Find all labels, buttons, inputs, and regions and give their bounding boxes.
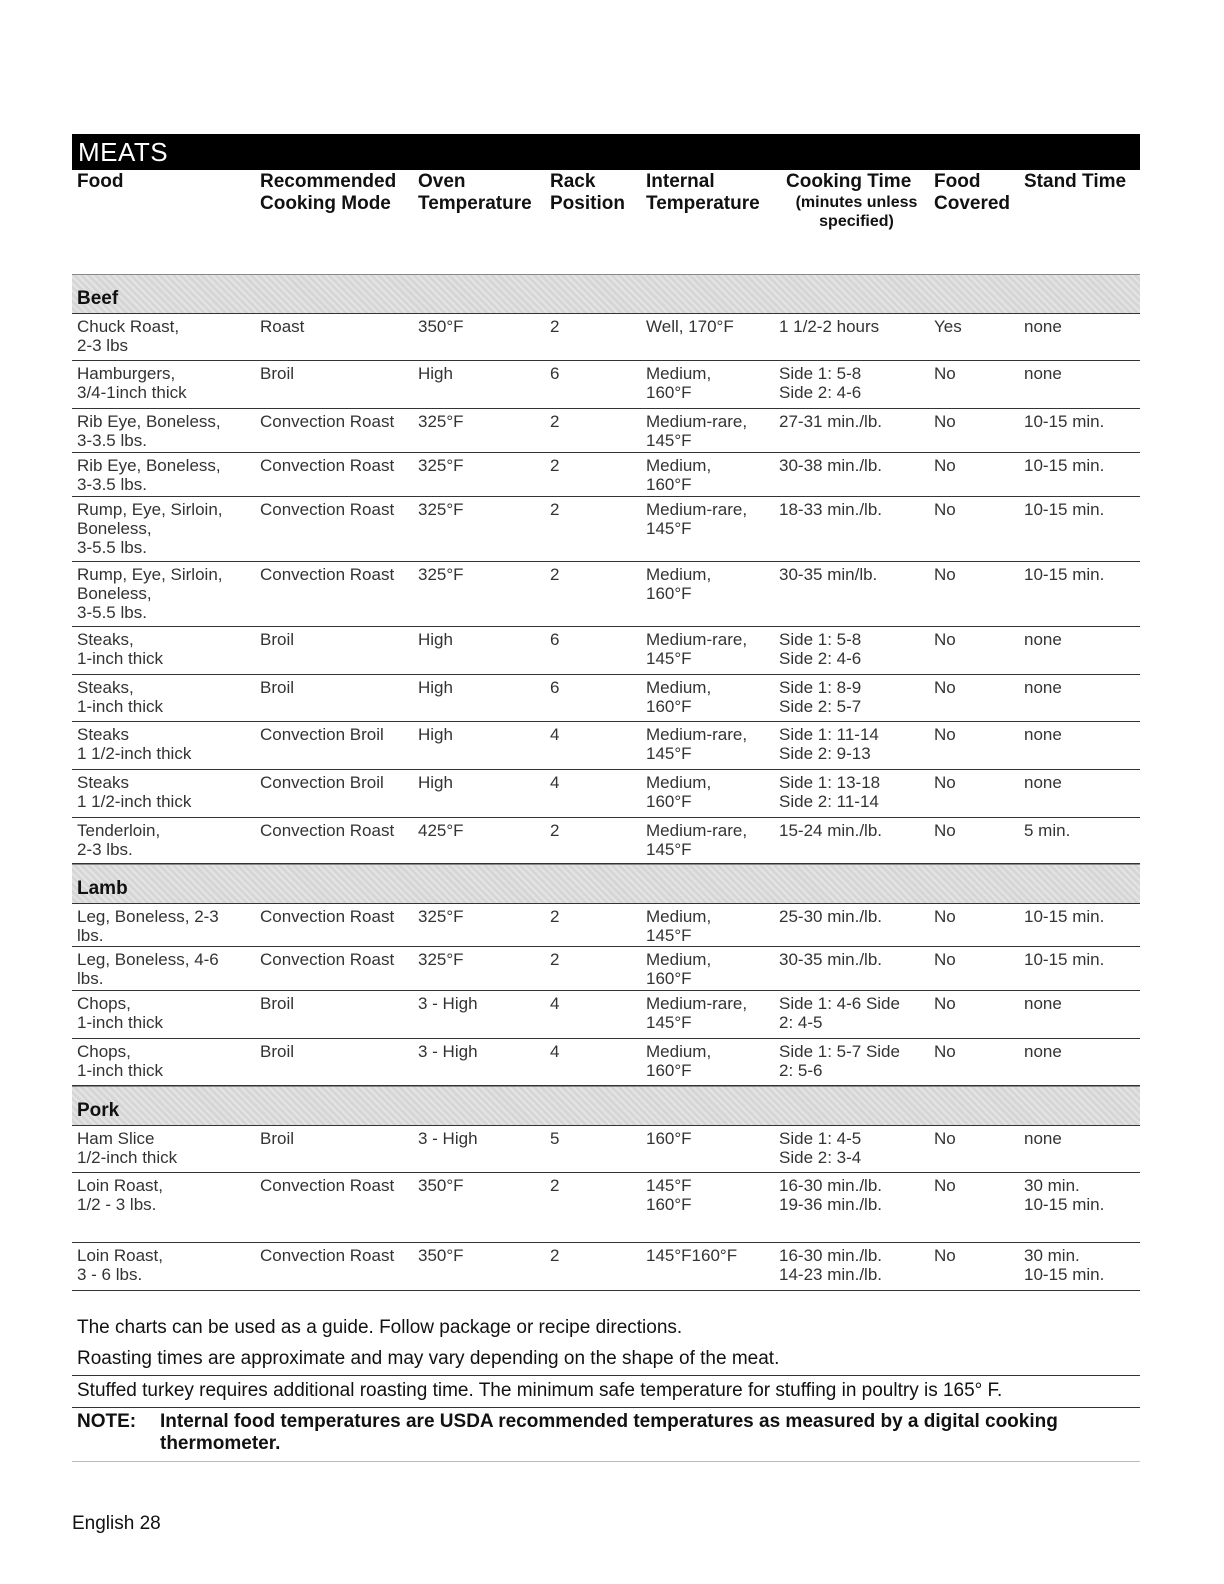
cell-cooking-time: 1 1/2-2 hours (779, 317, 880, 336)
cell-oven-temperature: 350°F (418, 317, 464, 336)
header-rack-position: Rack Position (550, 171, 625, 214)
header-cooking-time-note: (minutes unless specified) (795, 194, 918, 230)
cell-stand-time: none (1024, 630, 1062, 649)
table-row (72, 1039, 1140, 1086)
cell-oven-temperature: High (418, 678, 453, 697)
cell-stand-time: none (1024, 1129, 1062, 1148)
cell-food-covered: No (934, 950, 956, 969)
cell-rack-position: 2 (550, 565, 560, 584)
cell-rack-position: 2 (550, 500, 560, 519)
cell-cooking-time: 16-30 min./lb. 19-36 min./lb. (779, 1176, 882, 1214)
cell-cooking-mode: Convection Roast (260, 821, 395, 840)
table-row (72, 675, 1140, 722)
cell-cooking-time: 25-30 min./lb. (779, 907, 882, 926)
cell-stand-time: none (1024, 317, 1062, 336)
table-row (72, 1243, 1140, 1291)
cell-rack-position: 4 (550, 1042, 560, 1061)
cell-stand-time: none (1024, 1042, 1062, 1061)
cell-cooking-time: 30-35 min./lb. (779, 950, 882, 969)
table-row (72, 453, 1140, 497)
cell-food: Rib Eye, Boneless, 3-3.5 lbs. (77, 456, 221, 494)
cell-food: Steaks, 1-inch thick (77, 678, 163, 716)
cell-cooking-time: Side 1: 5-7 Side 2: 5-6 (779, 1042, 900, 1080)
cell-oven-temperature: 325°F (418, 456, 464, 475)
table-row (72, 409, 1140, 453)
cell-cooking-time: 30-35 min/lb. (779, 565, 878, 584)
table-row (72, 770, 1140, 818)
cell-cooking-mode: Broil (260, 678, 295, 697)
cell-cooking-time: 15-24 min./lb. (779, 821, 882, 840)
header-stand-time: Stand Time (1024, 171, 1127, 192)
cell-oven-temperature: 3 - High (418, 1129, 478, 1148)
cell-oven-temperature: 425°F (418, 821, 464, 840)
cell-internal-temperature: Medium, 160°F (646, 773, 712, 811)
cell-oven-temperature: 3 - High (418, 994, 478, 1013)
cell-rack-position: 2 (550, 317, 560, 336)
cell-cooking-mode: Roast (260, 317, 305, 336)
cell-internal-temperature: Well, 170°F (646, 317, 734, 336)
cell-food-covered: No (934, 456, 956, 475)
cell-rack-position: 2 (550, 1176, 560, 1195)
cell-food-covered: No (934, 994, 956, 1013)
cell-cooking-time: Side 1: 5-8 Side 2: 4-6 (779, 630, 862, 668)
cell-cooking-mode: Broil (260, 364, 295, 383)
cell-stand-time: 10-15 min. (1024, 907, 1105, 926)
cell-food: Rib Eye, Boneless, 3-3.5 lbs. (77, 412, 221, 450)
cell-food: Hamburgers, 3/4-1inch thick (77, 364, 187, 402)
note-usda (72, 1408, 1140, 1462)
meats-chart (72, 134, 1140, 1462)
cell-internal-temperature: Medium, 160°F (646, 364, 712, 402)
cell-rack-position: 6 (550, 364, 560, 383)
header-cooking-mode: Recommended Cooking Mode (260, 171, 397, 214)
cell-cooking-time: 30-38 min./lb. (779, 456, 882, 475)
cell-cooking-mode: Convection Roast (260, 907, 395, 926)
cell-cooking-time: Side 1: 8-9 Side 2: 5-7 (779, 678, 862, 716)
cell-oven-temperature: 350°F (418, 1246, 464, 1265)
page-footer: English 28 (72, 1513, 161, 1534)
cell-cooking-time: Side 1: 4-6 Side 2: 4-5 (779, 994, 900, 1032)
header-oven-temperature: Oven Temperature (418, 171, 532, 214)
cell-cooking-mode: Convection Roast (260, 500, 395, 519)
cell-internal-temperature: Medium, 145°F (646, 907, 712, 945)
cell-food: Steaks 1 1/2-inch thick (77, 773, 192, 811)
cell-internal-temperature: 145°F 160°F (646, 1176, 692, 1214)
cell-food-covered: No (934, 500, 956, 519)
cell-oven-temperature: High (418, 630, 453, 649)
cell-internal-temperature: 145°F160°F (646, 1246, 738, 1265)
cell-stand-time: none (1024, 773, 1062, 792)
cell-oven-temperature: 3 - High (418, 1042, 478, 1061)
table-row (72, 722, 1140, 770)
header-cooking-time (779, 170, 934, 274)
cell-internal-temperature: 160°F (646, 1129, 692, 1148)
cell-cooking-mode: Broil (260, 630, 295, 649)
cell-food: Steaks, 1-inch thick (77, 630, 163, 668)
cell-food: Chops, 1-inch thick (77, 1042, 163, 1080)
table-row (72, 947, 1140, 991)
cell-internal-temperature: Medium, 160°F (646, 950, 712, 988)
cell-food: Rump, Eye, Sirloin, Boneless, 3-5.5 lbs. (77, 565, 223, 622)
note-roasting-times: Roasting times are approximate and may vary depending on the shape of the meat. (72, 1344, 1140, 1376)
table-row (72, 627, 1140, 675)
table-row (72, 818, 1140, 864)
table-row (72, 1126, 1140, 1173)
cell-stand-time: 30 min. 10-15 min. (1024, 1176, 1105, 1214)
cell-rack-position: 5 (550, 1129, 560, 1148)
cell-cooking-mode: Convection Roast (260, 565, 395, 584)
cell-oven-temperature: High (418, 773, 453, 792)
cell-food: Steaks 1 1/2-inch thick (77, 725, 192, 763)
section-header-lamb: Lamb (72, 864, 1140, 904)
cell-cooking-mode: Convection Roast (260, 1246, 395, 1265)
cell-cooking-time: Side 1: 4-5 Side 2: 3-4 (779, 1129, 862, 1167)
cell-stand-time: 10-15 min. (1024, 412, 1105, 431)
cell-cooking-mode: Convection Roast (260, 412, 395, 431)
cell-rack-position: 2 (550, 950, 560, 969)
cell-cooking-time: 27-31 min./lb. (779, 412, 882, 431)
cell-oven-temperature: 350°F (418, 1176, 464, 1195)
table-row (72, 904, 1140, 947)
cell-oven-temperature: High (418, 725, 453, 744)
cell-rack-position: 4 (550, 773, 560, 792)
notes (72, 1317, 1140, 1462)
cell-food-covered: No (934, 1042, 956, 1061)
cell-stand-time: none (1024, 994, 1062, 1013)
cell-rack-position: 2 (550, 1246, 560, 1265)
cell-oven-temperature: 325°F (418, 950, 464, 969)
cell-rack-position: 2 (550, 907, 560, 926)
cell-food-covered: No (934, 565, 956, 584)
cell-oven-temperature: 325°F (418, 500, 464, 519)
section-header-pork: Pork (72, 1086, 1140, 1126)
cell-food-covered: No (934, 1246, 956, 1265)
cell-stand-time: 10-15 min. (1024, 565, 1105, 584)
cell-food-covered: Yes (934, 317, 962, 336)
cell-cooking-time: Side 1: 5-8 Side 2: 4-6 (779, 364, 862, 402)
cell-food-covered: No (934, 773, 956, 792)
cell-food-covered: No (934, 364, 956, 383)
cell-food: Ham Slice 1/2-inch thick (77, 1129, 178, 1167)
cell-food: Chuck Roast, 2-3 lbs (77, 317, 180, 355)
cell-stand-time: 10-15 min. (1024, 456, 1105, 475)
cell-rack-position: 2 (550, 412, 560, 431)
cell-cooking-time: Side 1: 11-14 Side 2: 9-13 (779, 725, 879, 763)
cell-food-covered: No (934, 725, 956, 744)
table-row (72, 562, 1140, 627)
section-header-beef: Beef (72, 274, 1140, 314)
table-row (72, 991, 1140, 1039)
cell-food: Tenderloin, 2-3 lbs. (77, 821, 161, 859)
note-text: Internal food temperatures are USDA recommended temperatures as measured by a digital cooking thermometer. (160, 1411, 1058, 1454)
cell-food: Leg, Boneless, 4-6 lbs. (77, 950, 219, 988)
cell-cooking-time: 16-30 min./lb. 14-23 min./lb. (779, 1246, 882, 1284)
header-cooking-time-label: Cooking Time (786, 171, 912, 192)
cell-cooking-mode: Broil (260, 1129, 295, 1148)
cell-internal-temperature: Medium-rare, 145°F (646, 412, 748, 450)
table-row (72, 497, 1140, 562)
cell-internal-temperature: Medium, 160°F (646, 678, 712, 716)
cell-food-covered: No (934, 1129, 956, 1148)
cell-cooking-mode: Convection Roast (260, 1176, 395, 1195)
cell-stand-time: none (1024, 678, 1062, 697)
cell-food: Leg, Boneless, 2-3 lbs. (77, 907, 219, 945)
cell-internal-temperature: Medium-rare, 145°F (646, 725, 748, 763)
cell-rack-position: 6 (550, 678, 560, 697)
note-guide: The charts can be used as a guide. Follow package or recipe directions. (77, 1317, 683, 1338)
cell-oven-temperature: High (418, 364, 453, 383)
cell-cooking-mode: Convection Broil (260, 773, 384, 792)
cell-internal-temperature: Medium, 160°F (646, 1042, 712, 1080)
cell-rack-position: 6 (550, 630, 560, 649)
cell-food-covered: No (934, 1176, 956, 1195)
cell-cooking-mode: Convection Roast (260, 950, 395, 969)
table-row (72, 314, 1140, 361)
cell-cooking-time: 18-33 min./lb. (779, 500, 882, 519)
header-row (72, 170, 1140, 274)
cell-stand-time: 5 min. (1024, 821, 1071, 840)
header-food: Food (77, 171, 124, 192)
cell-rack-position: 4 (550, 994, 560, 1013)
cell-stand-time: none (1024, 725, 1062, 744)
cell-stand-time: 30 min. 10-15 min. (1024, 1246, 1105, 1284)
cell-food: Rump, Eye, Sirloin, Boneless, 3-5.5 lbs. (77, 500, 223, 557)
cell-stand-time: 10-15 min. (1024, 500, 1105, 519)
cell-oven-temperature: 325°F (418, 412, 464, 431)
cell-food: Loin Roast, 3 - 6 lbs. (77, 1246, 163, 1284)
cell-stand-time: none (1024, 364, 1062, 383)
cell-internal-temperature: Medium-rare, 145°F (646, 630, 748, 668)
cell-stand-time: 10-15 min. (1024, 950, 1105, 969)
cell-rack-position: 2 (550, 456, 560, 475)
cell-rack-position: 2 (550, 821, 560, 840)
note-stuffed-turkey: Stuffed turkey requires additional roasting time. The minimum safe temperature for stuffing in poultry is 165° F. (72, 1376, 1140, 1408)
cell-internal-temperature: Medium, 160°F (646, 565, 712, 603)
cell-food-covered: No (934, 821, 956, 840)
cell-internal-temperature: Medium-rare, 145°F (646, 500, 748, 538)
cell-food-covered: No (934, 678, 956, 697)
cell-food: Loin Roast, 1/2 - 3 lbs. (77, 1176, 163, 1214)
cell-cooking-time: Side 1: 13-18 Side 2: 11-14 (779, 773, 881, 811)
cell-food: Chops, 1-inch thick (77, 994, 163, 1032)
cell-rack-position: 4 (550, 725, 560, 744)
cell-oven-temperature: 325°F (418, 907, 464, 926)
header-internal-temperature: Internal Temperature (646, 171, 760, 214)
note-label: NOTE: (77, 1411, 137, 1432)
cell-internal-temperature: Medium-rare, 145°F (646, 821, 748, 859)
cell-cooking-mode: Convection Broil (260, 725, 384, 744)
table-body (72, 274, 1140, 1291)
table-row (72, 1173, 1140, 1243)
table-row (72, 361, 1140, 409)
cell-cooking-mode: Convection Roast (260, 456, 395, 475)
header-food-covered: Food Covered (934, 171, 1011, 214)
cell-internal-temperature: Medium, 160°F (646, 456, 712, 494)
cell-food-covered: No (934, 630, 956, 649)
cell-cooking-mode: Broil (260, 1042, 295, 1061)
cell-internal-temperature: Medium-rare, 145°F (646, 994, 748, 1032)
cell-oven-temperature: 325°F (418, 565, 464, 584)
cell-food-covered: No (934, 907, 956, 926)
chart-title: MEATS (72, 134, 1140, 170)
cell-cooking-mode: Broil (260, 994, 295, 1013)
cell-food-covered: No (934, 412, 956, 431)
